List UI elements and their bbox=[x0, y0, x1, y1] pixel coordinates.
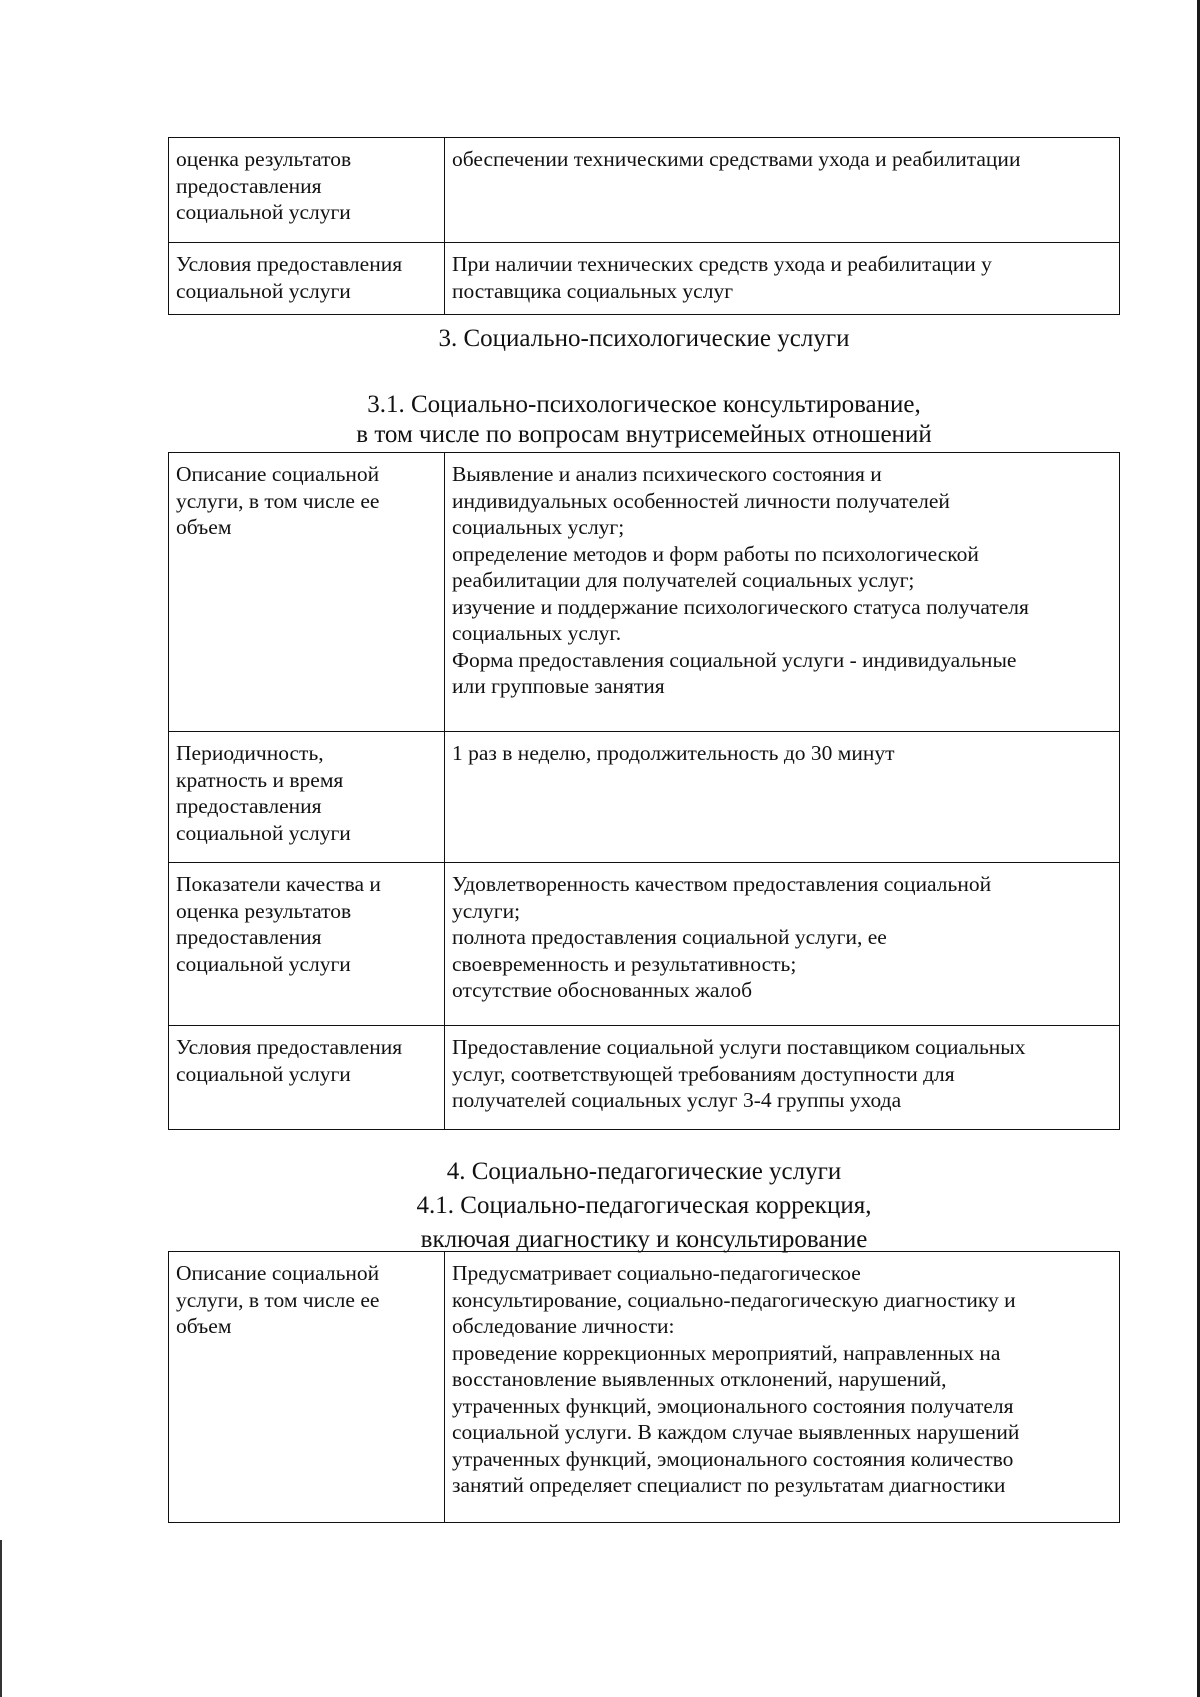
scan-edge-left bbox=[0, 1540, 2, 1697]
section-4-1-title-line-2: включая диагностику и консультирование bbox=[420, 1226, 868, 1253]
cell-text-line: полнота предоставления социальной услуги, ее bbox=[452, 925, 887, 949]
cell-text-line: социальной услуги bbox=[176, 1061, 351, 1086]
row-label-cell bbox=[169, 1252, 445, 1523]
row-label-cell bbox=[169, 453, 445, 732]
cell-text-line: Условия предоставления bbox=[176, 1035, 403, 1059]
cell-text-line: услуги, в том числе ее bbox=[176, 1287, 380, 1312]
cell-text-line: утраченных функций, эмоционального состояния получателя bbox=[452, 1393, 1014, 1418]
cell-text-line: услуги, в том числе ее bbox=[176, 488, 380, 513]
cell-text-line: оценка результатов bbox=[176, 898, 352, 923]
row-label-cell bbox=[169, 1026, 445, 1130]
cell-text-line: социальной услуги bbox=[176, 820, 351, 845]
table-row bbox=[169, 1252, 1120, 1523]
cell-text-line: обеспечении техническими средствами ухода и реабилитации bbox=[452, 147, 1021, 171]
row-value-cell bbox=[445, 138, 1120, 243]
cell-text-line: получателей социальных услуг 3-4 группы ухода bbox=[452, 1088, 902, 1112]
cell-text-line: Условия предоставления bbox=[176, 252, 403, 276]
cell-text-line: Показатели качества и bbox=[176, 872, 381, 896]
row-value-cell bbox=[445, 453, 1120, 732]
cell-text-line: поставщика социальных услуг bbox=[452, 278, 734, 303]
row-value-cell bbox=[445, 1026, 1120, 1130]
cell-text-line: консультирование, социально-педагогическую диагностику и bbox=[452, 1287, 1016, 1312]
table-row bbox=[169, 863, 1120, 1026]
cell-text-line: услуг, соответствующей требованиям доступности для bbox=[452, 1061, 955, 1086]
row-value-cell bbox=[445, 863, 1120, 1026]
cell-text-line: социальной услуги bbox=[176, 278, 351, 303]
cell-text-line: социальной услуги. В каждом случае выявленных нарушений bbox=[452, 1420, 1020, 1444]
cell-text-line: Периодичность, bbox=[176, 741, 324, 765]
service-table-3-1 bbox=[168, 452, 1120, 1130]
section-3-1-title-line-1: 3.1. Социально-психологическое консультирование, bbox=[367, 391, 921, 418]
row-label-cell bbox=[169, 863, 445, 1026]
cell-text-line: или групповые занятия bbox=[452, 674, 665, 698]
table-row bbox=[169, 138, 1120, 243]
cell-text-line: социальной услуги bbox=[176, 200, 351, 224]
cell-text-line: оценка результатов bbox=[176, 147, 352, 171]
service-table-continuation bbox=[168, 137, 1120, 315]
cell-text-line: определение методов и форм работы по психологической bbox=[452, 541, 979, 566]
cell-text-line: восстановление выявленных отклонений, нарушений, bbox=[452, 1367, 947, 1391]
row-label-cell bbox=[169, 732, 445, 863]
cell-text-line: 1 раз в неделю, продолжительность до 30 минут bbox=[452, 741, 895, 765]
cell-text-line: При наличии технических средств ухода и реабилитации у bbox=[452, 252, 992, 276]
table-row bbox=[169, 243, 1120, 315]
cell-text-line: Предоставление социальной услуги поставщиком социальных bbox=[452, 1035, 1026, 1059]
cell-text-line: реабилитации для получателей социальных услуг; bbox=[452, 568, 915, 592]
cell-text-line: объем bbox=[176, 515, 232, 539]
cell-text-line: проведение коррекционных мероприятий, направленных на bbox=[452, 1340, 1001, 1365]
service-table-4-1 bbox=[168, 1251, 1120, 1523]
cell-text-line: Предусматривает социально-педагогическое bbox=[452, 1261, 861, 1285]
cell-text-line: социальной услуги bbox=[176, 951, 351, 976]
row-value-cell bbox=[445, 732, 1120, 863]
cell-text-line: отсутствие обоснованных жалоб bbox=[452, 978, 753, 1002]
cell-text-line: Форма предоставления социальной услуги - индивидуальные bbox=[452, 647, 1017, 672]
cell-text-line: занятий определяет специалист по результатам диагностики bbox=[452, 1473, 1006, 1497]
cell-text-line: услуги; bbox=[452, 898, 521, 923]
cell-text-line: кратность и время bbox=[176, 767, 344, 792]
cell-text-line: предоставления bbox=[176, 173, 322, 198]
cell-text-line: социальных услуг; bbox=[452, 515, 625, 539]
cell-text-line: объем bbox=[176, 1314, 232, 1338]
cell-text-line: изучение и поддержание психологического статуса получателя bbox=[452, 594, 1029, 619]
section-4-1-title-line-1: 4.1. Социально-педагогическая коррекция, bbox=[416, 1192, 872, 1219]
cell-text-line: Выявление и анализ психического состояния и bbox=[452, 462, 882, 486]
cell-text-line: обследование личности: bbox=[452, 1314, 675, 1338]
section-3-title: 3. Социально-психологические услуги bbox=[438, 325, 850, 352]
table-row bbox=[169, 1026, 1120, 1130]
row-value-cell bbox=[445, 1252, 1120, 1523]
cell-text-line: предоставления bbox=[176, 794, 322, 818]
row-value-cell bbox=[445, 243, 1120, 315]
row-label-cell bbox=[169, 243, 445, 315]
section-3-1-title-line-2: в том числе по вопросам внутрисемейных отношений bbox=[356, 421, 932, 448]
cell-text-line: Описание социальной bbox=[176, 462, 380, 486]
section-4-title: 4. Социально-педагогические услуги bbox=[446, 1158, 842, 1185]
cell-text-line: Удовлетворенность качеством предоставления социальной bbox=[452, 872, 992, 896]
cell-text-line: предоставления bbox=[176, 925, 322, 949]
cell-text-line: индивидуальных особенностей личности получателей bbox=[452, 488, 950, 513]
table-row bbox=[169, 453, 1120, 732]
cell-text-line: Описание социальной bbox=[176, 1261, 380, 1285]
cell-text-line: утраченных функций, эмоционального состояния количество bbox=[452, 1446, 1014, 1471]
row-label-cell bbox=[169, 138, 445, 243]
cell-text-line: социальных услуг. bbox=[452, 621, 622, 645]
cell-text-line: своевременность и результативность; bbox=[452, 951, 797, 976]
table-row bbox=[169, 732, 1120, 863]
